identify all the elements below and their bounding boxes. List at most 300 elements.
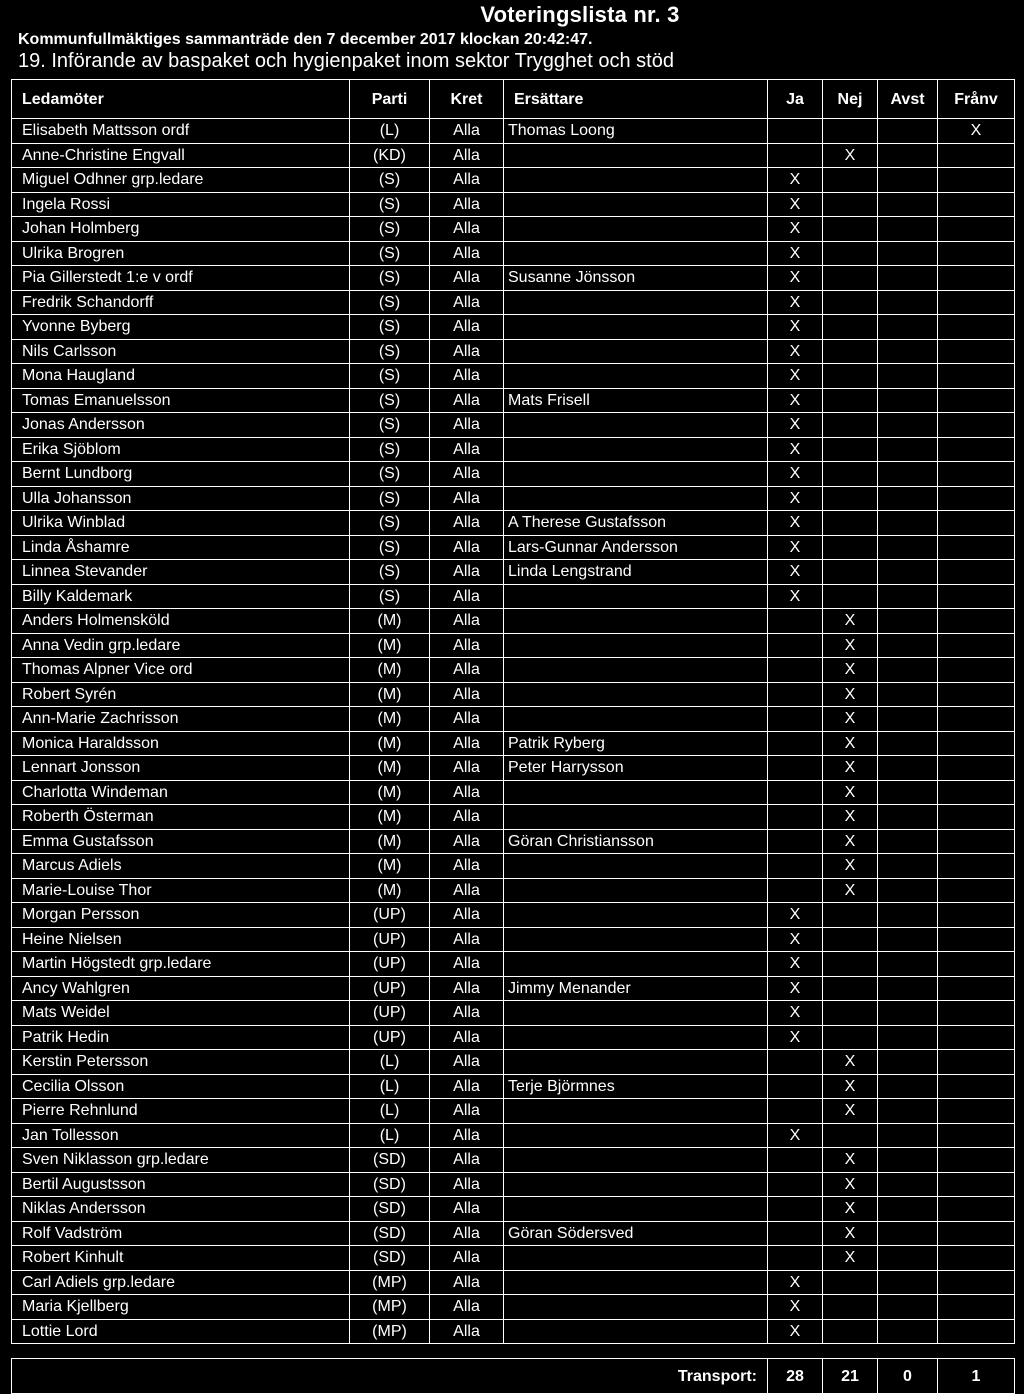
substitute-cell: Linda Lengstrand bbox=[504, 560, 768, 585]
table-row bbox=[12, 780, 1015, 805]
vote-abstain-cell bbox=[878, 1123, 938, 1148]
table-row bbox=[12, 927, 1015, 952]
vote-absent-cell bbox=[938, 266, 1015, 291]
header-absent: Frånv bbox=[938, 80, 1015, 119]
party-cell: (SD) bbox=[350, 1221, 430, 1246]
member-name: Anna Vedin grp.ledare bbox=[12, 633, 350, 658]
member-name: Elisabeth Mattsson ordf bbox=[12, 119, 350, 144]
district-cell: Alla bbox=[430, 1197, 504, 1222]
vote-yes-cell: X bbox=[768, 1319, 823, 1344]
voting-rows bbox=[12, 119, 1015, 1344]
member-name: Ulrika Brogren bbox=[12, 241, 350, 266]
vote-absent-cell bbox=[938, 878, 1015, 903]
member-name: Charlotta Windeman bbox=[12, 780, 350, 805]
vote-yes-cell: X bbox=[768, 339, 823, 364]
vote-abstain-cell bbox=[878, 658, 938, 683]
vote-no-cell: X bbox=[823, 756, 878, 781]
substitute-cell: Jimmy Menander bbox=[504, 976, 768, 1001]
substitute-cell bbox=[504, 682, 768, 707]
district-cell: Alla bbox=[430, 462, 504, 487]
vote-yes-cell bbox=[768, 1172, 823, 1197]
vote-no-cell: X bbox=[823, 780, 878, 805]
party-cell: (UP) bbox=[350, 1001, 430, 1026]
district-cell: Alla bbox=[430, 1319, 504, 1344]
total-yes: 28 bbox=[768, 1359, 823, 1394]
vote-no-cell bbox=[823, 903, 878, 928]
district-cell: Alla bbox=[430, 266, 504, 291]
table-row bbox=[12, 364, 1015, 389]
vote-no-cell: X bbox=[823, 829, 878, 854]
party-cell: (SD) bbox=[350, 1148, 430, 1173]
party-cell: (M) bbox=[350, 633, 430, 658]
substitute-cell: A Therese Gustafsson bbox=[504, 511, 768, 536]
member-name: Marcus Adiels bbox=[12, 854, 350, 879]
party-cell: (S) bbox=[350, 364, 430, 389]
vote-absent-cell bbox=[938, 462, 1015, 487]
vote-yes-cell bbox=[768, 119, 823, 144]
party-cell: (S) bbox=[350, 560, 430, 585]
substitute-cell bbox=[504, 1001, 768, 1026]
table-row bbox=[12, 462, 1015, 487]
member-name: Thomas Alpner Vice ord bbox=[12, 658, 350, 683]
district-cell: Alla bbox=[430, 1123, 504, 1148]
table-row bbox=[12, 731, 1015, 756]
vote-abstain-cell bbox=[878, 364, 938, 389]
vote-yes-cell bbox=[768, 1246, 823, 1271]
vote-abstain-cell bbox=[878, 1221, 938, 1246]
substitute-cell bbox=[504, 584, 768, 609]
district-cell: Alla bbox=[430, 878, 504, 903]
district-cell: Alla bbox=[430, 1221, 504, 1246]
member-name: Patrik Hedin bbox=[12, 1025, 350, 1050]
vote-absent-cell bbox=[938, 1123, 1015, 1148]
agenda-item: 19. Införande av baspaket och hygienpaket inom sektor Trygghet och stöd bbox=[18, 50, 674, 72]
vote-absent-cell bbox=[938, 633, 1015, 658]
vote-absent-cell bbox=[938, 829, 1015, 854]
table-row bbox=[12, 1172, 1015, 1197]
vote-no-cell bbox=[823, 119, 878, 144]
vote-yes-cell: X bbox=[768, 486, 823, 511]
party-cell: (UP) bbox=[350, 1025, 430, 1050]
table-row bbox=[12, 1221, 1015, 1246]
member-name: Cecilia Olsson bbox=[12, 1074, 350, 1099]
party-cell: (M) bbox=[350, 805, 430, 830]
district-cell: Alla bbox=[430, 780, 504, 805]
vote-absent-cell bbox=[938, 290, 1015, 315]
district-cell: Alla bbox=[430, 315, 504, 340]
substitute-cell bbox=[504, 854, 768, 879]
substitute-cell bbox=[504, 1123, 768, 1148]
substitute-cell bbox=[504, 486, 768, 511]
party-cell: (MP) bbox=[350, 1295, 430, 1320]
table-row bbox=[12, 854, 1015, 879]
vote-yes-cell bbox=[768, 682, 823, 707]
vote-no-cell: X bbox=[823, 682, 878, 707]
substitute-cell bbox=[504, 609, 768, 634]
district-cell: Alla bbox=[430, 927, 504, 952]
vote-yes-cell: X bbox=[768, 1123, 823, 1148]
table-row bbox=[12, 903, 1015, 928]
vote-no-cell bbox=[823, 290, 878, 315]
vote-no-cell: X bbox=[823, 805, 878, 830]
vote-absent-cell bbox=[938, 1001, 1015, 1026]
vote-absent-cell bbox=[938, 1099, 1015, 1124]
party-cell: (MP) bbox=[350, 1319, 430, 1344]
district-cell: Alla bbox=[430, 388, 504, 413]
header-substitute: Ersättare bbox=[504, 80, 768, 119]
substitute-cell: Thomas Loong bbox=[504, 119, 768, 144]
vote-abstain-cell bbox=[878, 878, 938, 903]
district-cell: Alla bbox=[430, 1099, 504, 1124]
district-cell: Alla bbox=[430, 633, 504, 658]
party-cell: (M) bbox=[350, 658, 430, 683]
vote-absent-cell bbox=[938, 584, 1015, 609]
vote-abstain-cell bbox=[878, 707, 938, 732]
table-row bbox=[12, 388, 1015, 413]
district-cell: Alla bbox=[430, 168, 504, 193]
substitute-cell bbox=[504, 290, 768, 315]
member-name: Roberth Österman bbox=[12, 805, 350, 830]
vote-abstain-cell bbox=[878, 805, 938, 830]
district-cell: Alla bbox=[430, 829, 504, 854]
party-cell: (M) bbox=[350, 780, 430, 805]
vote-no-cell bbox=[823, 413, 878, 438]
vote-yes-cell bbox=[768, 1197, 823, 1222]
substitute-cell bbox=[504, 707, 768, 732]
substitute-cell: Mats Frisell bbox=[504, 388, 768, 413]
vote-yes-cell: X bbox=[768, 241, 823, 266]
member-name: Morgan Persson bbox=[12, 903, 350, 928]
vote-absent-cell bbox=[938, 486, 1015, 511]
vote-yes-cell bbox=[768, 805, 823, 830]
vote-abstain-cell bbox=[878, 952, 938, 977]
vote-no-cell: X bbox=[823, 1221, 878, 1246]
member-name: Heine Nielsen bbox=[12, 927, 350, 952]
vote-abstain-cell bbox=[878, 462, 938, 487]
vote-no-cell bbox=[823, 511, 878, 536]
member-name: Anne-Christine Engvall bbox=[12, 143, 350, 168]
district-cell: Alla bbox=[430, 290, 504, 315]
vote-absent-cell bbox=[938, 1246, 1015, 1271]
party-cell: (UP) bbox=[350, 952, 430, 977]
vote-yes-cell: X bbox=[768, 903, 823, 928]
party-cell: (M) bbox=[350, 854, 430, 879]
substitute-cell: Terje Björmnes bbox=[504, 1074, 768, 1099]
substitute-cell bbox=[504, 339, 768, 364]
vote-no-cell: X bbox=[823, 1246, 878, 1271]
vote-absent-cell bbox=[938, 1221, 1015, 1246]
substitute-cell bbox=[504, 413, 768, 438]
vote-abstain-cell bbox=[878, 854, 938, 879]
table-row bbox=[12, 413, 1015, 438]
vote-abstain-cell bbox=[878, 1099, 938, 1124]
vote-yes-cell bbox=[768, 143, 823, 168]
table-row bbox=[12, 168, 1015, 193]
vote-yes-cell bbox=[768, 780, 823, 805]
vote-yes-cell bbox=[768, 609, 823, 634]
vote-absent-cell bbox=[938, 535, 1015, 560]
member-name: Robert Syrén bbox=[12, 682, 350, 707]
vote-yes-cell bbox=[768, 756, 823, 781]
vote-abstain-cell bbox=[878, 535, 938, 560]
vote-absent-cell bbox=[938, 364, 1015, 389]
vote-abstain-cell bbox=[878, 1295, 938, 1320]
district-cell: Alla bbox=[430, 584, 504, 609]
party-cell: (L) bbox=[350, 1123, 430, 1148]
vote-absent-cell bbox=[938, 1197, 1015, 1222]
vote-yes-cell: X bbox=[768, 1001, 823, 1026]
substitute-cell bbox=[504, 1319, 768, 1344]
vote-no-cell: X bbox=[823, 707, 878, 732]
vote-no-cell bbox=[823, 927, 878, 952]
vote-yes-cell bbox=[768, 1148, 823, 1173]
vote-yes-cell: X bbox=[768, 1295, 823, 1320]
table-row bbox=[12, 584, 1015, 609]
member-name: Monica Haraldsson bbox=[12, 731, 350, 756]
vote-no-cell: X bbox=[823, 143, 878, 168]
table-row bbox=[12, 1099, 1015, 1124]
vote-no-cell bbox=[823, 584, 878, 609]
vote-abstain-cell bbox=[878, 192, 938, 217]
party-cell: (M) bbox=[350, 707, 430, 732]
table-row bbox=[12, 437, 1015, 462]
vote-yes-cell: X bbox=[768, 388, 823, 413]
vote-absent-cell bbox=[938, 780, 1015, 805]
vote-abstain-cell bbox=[878, 486, 938, 511]
substitute-cell: Peter Harrysson bbox=[504, 756, 768, 781]
party-cell: (L) bbox=[350, 1050, 430, 1075]
table-row bbox=[12, 511, 1015, 536]
vote-no-cell bbox=[823, 1001, 878, 1026]
district-cell: Alla bbox=[430, 1246, 504, 1271]
substitute-cell bbox=[504, 1246, 768, 1271]
member-name: Johan Holmberg bbox=[12, 217, 350, 242]
vote-no-cell bbox=[823, 388, 878, 413]
vote-absent-cell bbox=[938, 413, 1015, 438]
vote-yes-cell: X bbox=[768, 952, 823, 977]
vote-absent-cell bbox=[938, 168, 1015, 193]
vote-abstain-cell bbox=[878, 143, 938, 168]
district-cell: Alla bbox=[430, 1050, 504, 1075]
district-cell: Alla bbox=[430, 682, 504, 707]
table-row bbox=[12, 1197, 1015, 1222]
vote-yes-cell bbox=[768, 1074, 823, 1099]
vote-yes-cell: X bbox=[768, 535, 823, 560]
district-cell: Alla bbox=[430, 1074, 504, 1099]
vote-yes-cell: X bbox=[768, 364, 823, 389]
vote-no-cell bbox=[823, 952, 878, 977]
vote-abstain-cell bbox=[878, 339, 938, 364]
party-cell: (L) bbox=[350, 1099, 430, 1124]
header-party: Parti bbox=[350, 80, 430, 119]
substitute-cell bbox=[504, 633, 768, 658]
district-cell: Alla bbox=[430, 143, 504, 168]
vote-absent-cell bbox=[938, 731, 1015, 756]
vote-yes-cell: X bbox=[768, 290, 823, 315]
vote-absent-cell bbox=[938, 1050, 1015, 1075]
party-cell: (S) bbox=[350, 462, 430, 487]
table-row bbox=[12, 952, 1015, 977]
member-name: Miguel Odhner grp.ledare bbox=[12, 168, 350, 193]
totals-label: Transport: bbox=[12, 1359, 768, 1394]
table-row bbox=[12, 217, 1015, 242]
member-name: Emma Gustafsson bbox=[12, 829, 350, 854]
substitute-cell: Göran Södersved bbox=[504, 1221, 768, 1246]
vote-abstain-cell bbox=[878, 731, 938, 756]
vote-absent-cell bbox=[938, 952, 1015, 977]
vote-yes-cell bbox=[768, 854, 823, 879]
table-row bbox=[12, 241, 1015, 266]
vote-yes-cell: X bbox=[768, 168, 823, 193]
party-cell: (S) bbox=[350, 388, 430, 413]
vote-no-cell bbox=[823, 976, 878, 1001]
party-cell: (L) bbox=[350, 1074, 430, 1099]
party-cell: (S) bbox=[350, 290, 430, 315]
party-cell: (M) bbox=[350, 682, 430, 707]
table-row bbox=[12, 878, 1015, 903]
member-name: Ann-Marie Zachrisson bbox=[12, 707, 350, 732]
party-cell: (S) bbox=[350, 535, 430, 560]
vote-yes-cell bbox=[768, 878, 823, 903]
vote-absent-cell bbox=[938, 511, 1015, 536]
vote-abstain-cell bbox=[878, 119, 938, 144]
member-name: Bernt Lundborg bbox=[12, 462, 350, 487]
vote-abstain-cell bbox=[878, 1148, 938, 1173]
vote-yes-cell: X bbox=[768, 462, 823, 487]
vote-no-cell bbox=[823, 486, 878, 511]
party-cell: (S) bbox=[350, 511, 430, 536]
vote-no-cell bbox=[823, 1270, 878, 1295]
vote-abstain-cell bbox=[878, 927, 938, 952]
member-name: Linnea Stevander bbox=[12, 560, 350, 585]
member-name: Martin Högstedt grp.ledare bbox=[12, 952, 350, 977]
member-name: Fredrik Schandorff bbox=[12, 290, 350, 315]
party-cell: (S) bbox=[350, 217, 430, 242]
vote-abstain-cell bbox=[878, 1001, 938, 1026]
party-cell: (SD) bbox=[350, 1246, 430, 1271]
party-cell: (UP) bbox=[350, 903, 430, 928]
total-absent: 1 bbox=[938, 1359, 1015, 1394]
vote-abstain-cell bbox=[878, 388, 938, 413]
vote-yes-cell: X bbox=[768, 315, 823, 340]
voting-table bbox=[11, 79, 1015, 1394]
substitute-cell: Lars-Gunnar Andersson bbox=[504, 535, 768, 560]
district-cell: Alla bbox=[430, 560, 504, 585]
member-name: Marie-Louise Thor bbox=[12, 878, 350, 903]
district-cell: Alla bbox=[430, 903, 504, 928]
district-cell: Alla bbox=[430, 854, 504, 879]
vote-absent-cell bbox=[938, 976, 1015, 1001]
party-cell: (M) bbox=[350, 609, 430, 634]
vote-no-cell: X bbox=[823, 731, 878, 756]
vote-no-cell bbox=[823, 192, 878, 217]
vote-abstain-cell bbox=[878, 976, 938, 1001]
table-row bbox=[12, 119, 1015, 144]
vote-abstain-cell bbox=[878, 756, 938, 781]
vote-no-cell bbox=[823, 315, 878, 340]
member-name: Ulrika Winblad bbox=[12, 511, 350, 536]
member-name: Ingela Rossi bbox=[12, 192, 350, 217]
vote-absent-cell bbox=[938, 903, 1015, 928]
party-cell: (M) bbox=[350, 829, 430, 854]
district-cell: Alla bbox=[430, 976, 504, 1001]
district-cell: Alla bbox=[430, 707, 504, 732]
header-district: Kret bbox=[430, 80, 504, 119]
vote-abstain-cell bbox=[878, 266, 938, 291]
member-name: Ancy Wahlgren bbox=[12, 976, 350, 1001]
substitute-cell bbox=[504, 1295, 768, 1320]
vote-absent-cell bbox=[938, 143, 1015, 168]
vote-abstain-cell bbox=[878, 315, 938, 340]
district-cell: Alla bbox=[430, 1001, 504, 1026]
table-row bbox=[12, 1246, 1015, 1271]
member-name: Niklas Andersson bbox=[12, 1197, 350, 1222]
vote-no-cell bbox=[823, 241, 878, 266]
substitute-cell bbox=[504, 1025, 768, 1050]
table-row bbox=[12, 143, 1015, 168]
table-row bbox=[12, 1001, 1015, 1026]
member-name: Rolf Vadström bbox=[12, 1221, 350, 1246]
member-name: Lottie Lord bbox=[12, 1319, 350, 1344]
district-cell: Alla bbox=[430, 339, 504, 364]
table-row bbox=[12, 1319, 1015, 1344]
district-cell: Alla bbox=[430, 658, 504, 683]
vote-absent-cell bbox=[938, 437, 1015, 462]
vote-abstain-cell bbox=[878, 1270, 938, 1295]
member-name: Kerstin Petersson bbox=[12, 1050, 350, 1075]
table-row bbox=[12, 315, 1015, 340]
vote-absent-cell bbox=[938, 805, 1015, 830]
member-name: Jonas Andersson bbox=[12, 413, 350, 438]
party-cell: (S) bbox=[350, 413, 430, 438]
substitute-cell bbox=[504, 315, 768, 340]
substitute-cell bbox=[504, 217, 768, 242]
vote-abstain-cell bbox=[878, 1197, 938, 1222]
table-row bbox=[12, 658, 1015, 683]
party-cell: (S) bbox=[350, 339, 430, 364]
vote-no-cell: X bbox=[823, 658, 878, 683]
substitute-cell bbox=[504, 658, 768, 683]
table-row bbox=[12, 192, 1015, 217]
vote-no-cell bbox=[823, 535, 878, 560]
vote-abstain-cell bbox=[878, 1074, 938, 1099]
table-header-row bbox=[12, 80, 1015, 119]
party-cell: (S) bbox=[350, 486, 430, 511]
vote-no-cell: X bbox=[823, 878, 878, 903]
vote-no-cell bbox=[823, 437, 878, 462]
vote-absent-cell bbox=[938, 609, 1015, 634]
vote-absent-cell bbox=[938, 658, 1015, 683]
vote-no-cell bbox=[823, 462, 878, 487]
substitute-cell bbox=[504, 1270, 768, 1295]
district-cell: Alla bbox=[430, 119, 504, 144]
vote-yes-cell: X bbox=[768, 266, 823, 291]
vote-abstain-cell bbox=[878, 903, 938, 928]
party-cell: (S) bbox=[350, 192, 430, 217]
member-name: Anders Holmensköld bbox=[12, 609, 350, 634]
vote-absent-cell bbox=[938, 1172, 1015, 1197]
party-cell: (S) bbox=[350, 584, 430, 609]
vote-no-cell bbox=[823, 1295, 878, 1320]
vote-no-cell bbox=[823, 339, 878, 364]
vote-yes-cell bbox=[768, 707, 823, 732]
table-row bbox=[12, 486, 1015, 511]
party-cell: (KD) bbox=[350, 143, 430, 168]
member-name: Jan Tollesson bbox=[12, 1123, 350, 1148]
member-name: Lennart Jonsson bbox=[12, 756, 350, 781]
vote-no-cell: X bbox=[823, 633, 878, 658]
district-cell: Alla bbox=[430, 535, 504, 560]
